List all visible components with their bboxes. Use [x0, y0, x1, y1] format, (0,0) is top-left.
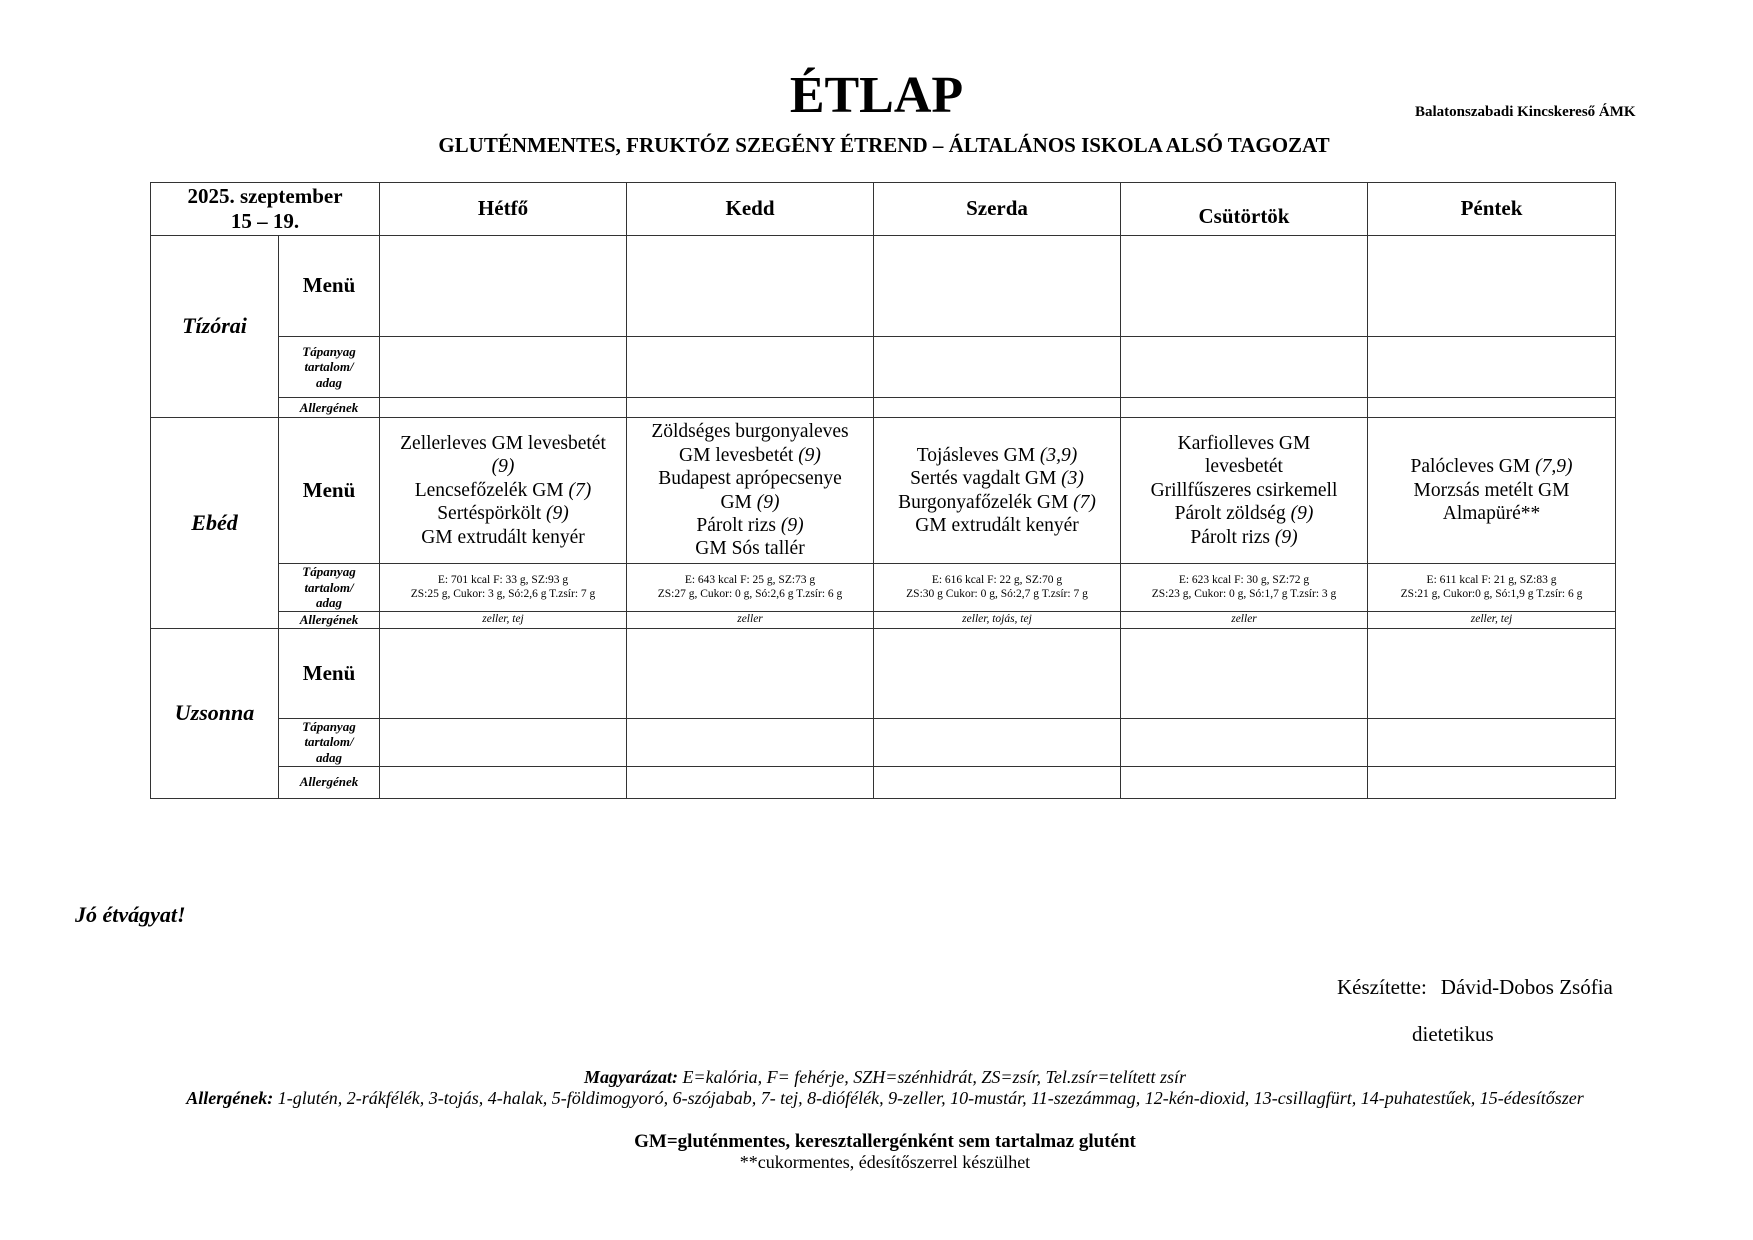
dish-line: Sertés vagdalt GM (3) [910, 468, 1084, 490]
allergens-cell [627, 766, 874, 798]
uzsonna-nutrition-row [151, 718, 1616, 766]
nutrition-line: ZS:30 g Cukor: 0 g, Só:2,7 g T.zsír: 7 g [906, 587, 1088, 600]
nutrition-cell [380, 337, 627, 398]
dish-line: Sertéspörkölt (9) [437, 503, 569, 525]
nutrition-line: E: 611 kcal F: 21 g, SZ:83 g [1426, 573, 1557, 586]
dish-line: Zellerleves GM levesbetét [400, 433, 606, 455]
row-label-menu: Menü [279, 418, 380, 564]
nutrition-label-line: tartalom/ [304, 734, 354, 750]
nutrition-cell [874, 718, 1121, 766]
row-label-allergens: Allergének [279, 612, 380, 629]
weekly-menu-table [150, 182, 1616, 799]
meal-label-uzsonna: Uzsonna [151, 628, 279, 798]
header-row [151, 183, 1616, 236]
nutrition-line: ZS:25 g, Cukor: 3 g, Só:2,6 g T.zsír: 7 g [410, 587, 596, 600]
lunch-allergens-cell: zeller [627, 612, 874, 629]
nutrition-label-line: adag [316, 595, 342, 611]
nutrition-line: E: 643 kcal F: 25 g, SZ:73 g [684, 573, 816, 586]
menu-cell [1121, 628, 1368, 718]
nutrition-cell [1121, 718, 1368, 766]
dish-line: GM Sós tallér [695, 538, 805, 560]
lunch-menu-cell [1368, 418, 1616, 564]
lunch-nutrition-cell [874, 564, 1121, 612]
lunch-menu-cell [874, 418, 1121, 564]
nutrition-label-line: Tápanyag [302, 564, 356, 580]
dish-line [492, 456, 515, 477]
prepared-name: Dávid-Dobos Zsófia [1440, 975, 1613, 999]
allergen-legend [100, 1088, 1670, 1109]
sugar-free-note: **cukormentes, édesítőszerrel készülhet [739, 1152, 1031, 1172]
dish-line: Párolt zöldség (9) [1174, 503, 1314, 525]
nutrition-line: E: 616 kcal F: 22 g, SZ:70 g [931, 573, 1063, 586]
uzsonna-allergens-row [151, 766, 1616, 798]
allergen-code: (9) [546, 503, 569, 525]
lunch-nutrition-cell [1121, 564, 1368, 612]
explanation-text: E=kalória, F= fehérje, SZH=szénhidrát, ZS=zsír, Tel.zsír=telített zsír [677, 1067, 1187, 1087]
nutrition-cell [627, 337, 874, 398]
day-header-wednesday: Szerda [874, 183, 1121, 236]
row-label-nutrition [279, 564, 380, 612]
nutrition-line: E: 701 kcal F: 33 g, SZ:93 g [437, 573, 569, 586]
tizorai-allergens-row [151, 398, 1616, 418]
row-label-menu: Menü [279, 236, 380, 337]
lunch-allergens-cell: zeller, tej [1368, 612, 1616, 629]
nutrition-cell [627, 718, 874, 766]
menu-cell [874, 236, 1121, 337]
lunch-menu-cell [1121, 418, 1368, 564]
uzsonna-menu-row [151, 628, 1616, 718]
nutrition-label-line: tartalom/ [304, 579, 354, 595]
allergens-cell [380, 766, 627, 798]
meal-label-tizorai: Tízórai [151, 236, 279, 418]
allergen-code: (7) [568, 479, 592, 501]
tizorai-menu-row [151, 236, 1616, 337]
day-header-monday: Hétfő [380, 183, 627, 236]
prepared-label: Készítette: [1337, 975, 1427, 999]
nutrition-label-line: Tápanyag [302, 343, 356, 359]
nutrition-line: ZS:27 g, Cukor: 0 g, Só:2,6 g T.zsír: 6 g [657, 587, 843, 600]
date-range-cell [151, 183, 380, 236]
row-label-nutrition [279, 337, 380, 398]
allergens-cell [874, 398, 1121, 418]
allergen-legend-label: Allergének: [186, 1088, 274, 1108]
allergen-code: (9) [1274, 526, 1298, 548]
menu-cell [874, 628, 1121, 718]
dish-line: GM extrudált kenyér [915, 514, 1079, 536]
nutrition-line: ZS:21 g, Cukor:0 g, Só:1,9 g T.zsír: 6 g [1400, 587, 1583, 600]
greeting: Jó étvágyat! [75, 902, 186, 927]
page-title: ÉTLAP [789, 67, 964, 124]
allergens-cell [1121, 766, 1368, 798]
menu-cell [1368, 628, 1616, 718]
nutrition-line: ZS:23 g, Cukor: 0 g, Só:1,7 g T.zsír: 3 g [1151, 587, 1337, 600]
nutrition-line: E: 623 kcal F: 30 g, SZ:72 g [1178, 573, 1310, 586]
nutrition-cell [380, 718, 627, 766]
menu-cell [380, 628, 627, 718]
dish-line: Morzsás metélt GM [1413, 479, 1570, 501]
dish-line: Grillfűszeres csirkemell [1150, 479, 1338, 501]
gluten-free-note: GM=gluténmentes, keresztallergénként sem tartalmaz glutént [634, 1131, 1136, 1152]
lunch-nutrition-cell [380, 564, 627, 612]
lunch-allergens-cell: zeller, tej [380, 612, 627, 629]
allergens-cell [1368, 398, 1616, 418]
allergen-code: (9) [780, 514, 804, 536]
dish-line: Párolt rizs (9) [696, 514, 804, 536]
nutrition-label-line: adag [316, 374, 342, 390]
day-header-friday: Péntek [1368, 183, 1616, 236]
nutrition-cell [874, 337, 1121, 398]
nutrition-cell [1368, 718, 1616, 766]
ebed-menu-row [151, 418, 1616, 564]
day-header-thursday: Csütörtök [1121, 183, 1368, 236]
row-label-menu: Menü [279, 628, 380, 718]
dish-line: GM extrudált kenyér [421, 526, 585, 548]
meal-label-ebed: Ebéd [151, 418, 279, 629]
nutrition-label-line: Tápanyag [302, 718, 356, 734]
allergen-code: (3,9) [1039, 444, 1078, 466]
menu-cell [627, 236, 874, 337]
explanation-label: Magyarázat: [583, 1067, 678, 1087]
dish-line: GM levesbetét (9) [679, 444, 821, 466]
dish-line: Párolt rizs (9) [1190, 526, 1298, 548]
dish-line: levesbetét [1205, 456, 1283, 478]
allergen-code: (9) [798, 444, 821, 466]
menu-cell [627, 628, 874, 718]
allergen-code: (9) [1290, 503, 1314, 525]
tizorai-nutrition-row [151, 337, 1616, 398]
allergens-cell [380, 398, 627, 418]
row-label-allergens: Allergének [279, 766, 380, 798]
lunch-nutrition-cell [627, 564, 874, 612]
date-line-2: 15 – 19. [230, 209, 300, 233]
page-subtitle: GLUTÉNMENTES, FRUKTÓZ SZEGÉNY ÉTREND – ÁLTALÁNOS ISKOLA ALSÓ TAGOZAT [438, 133, 1330, 157]
row-label-allergens: Allergének [279, 398, 380, 418]
dish-line: Palócleves GM (7,9) [1410, 456, 1573, 478]
dish-line: Burgonyafőzelék GM (7) [898, 491, 1096, 513]
allergens-cell [627, 398, 874, 418]
ebed-nutrition-row [151, 564, 1616, 612]
allergens-cell [874, 766, 1121, 798]
row-label-nutrition [279, 718, 380, 766]
lunch-menu-cell [627, 418, 874, 564]
allergen-code: (7) [1073, 491, 1096, 513]
dish-line: Lencsefőzelék GM (7) [414, 479, 592, 501]
nutrition-cell [1368, 337, 1616, 398]
dish-line: Budapest aprópecsenye [658, 468, 842, 490]
nutrition-cell [1121, 337, 1368, 398]
organization-name: Balatonszabadi Kincskereső ÁMK [1415, 104, 1636, 120]
menu-cell [1368, 236, 1616, 337]
dish-line: Tojásleves GM (3,9) [916, 444, 1078, 466]
dish-line: Zöldséges burgonyaleves [651, 421, 849, 443]
dish-line: GM (9) [720, 491, 780, 513]
dish-line: Almapüré** [1442, 503, 1541, 525]
nutrition-label-line: tartalom/ [304, 359, 354, 375]
lunch-menu-cell [380, 418, 627, 564]
day-header-tuesday: Kedd [627, 183, 874, 236]
menu-cell [1121, 236, 1368, 337]
ebed-allergens-row [151, 612, 1616, 629]
lunch-nutrition-cell [1368, 564, 1616, 612]
date-line-1: 2025. szeptember [187, 183, 343, 208]
allergen-legend-text: 1-glutén, 2-rákfélék, 3-tojás, 4-halak, 5-földimogyoró, 6-szójabab, 7- tej, 8-diófélék, 9-zeller, 10-mustár, 11-szezámmag, 12-kén-dioxid, 13-csillagfürt, 14-puhatestűek, 15-édesítőszer [273, 1088, 1584, 1108]
lunch-allergens-cell: zeller, tojás, tej [874, 612, 1121, 629]
allergen-code: (9) [756, 491, 780, 513]
menu-cell [380, 236, 627, 337]
allergen-code: (9) [491, 456, 515, 478]
explanation-note [100, 1067, 1670, 1088]
nutrition-label-line: adag [316, 749, 342, 765]
allergens-cell [1368, 766, 1616, 798]
lunch-allergens-cell: zeller [1121, 612, 1368, 629]
dish-line: Karfiolleves GM [1177, 433, 1311, 455]
allergens-cell [1121, 398, 1368, 418]
allergen-code: (3) [1061, 468, 1084, 490]
prepared-role: dietetikus [1412, 1022, 1494, 1046]
allergen-code: (7,9) [1535, 456, 1573, 478]
prepared-by [1337, 975, 1613, 1000]
